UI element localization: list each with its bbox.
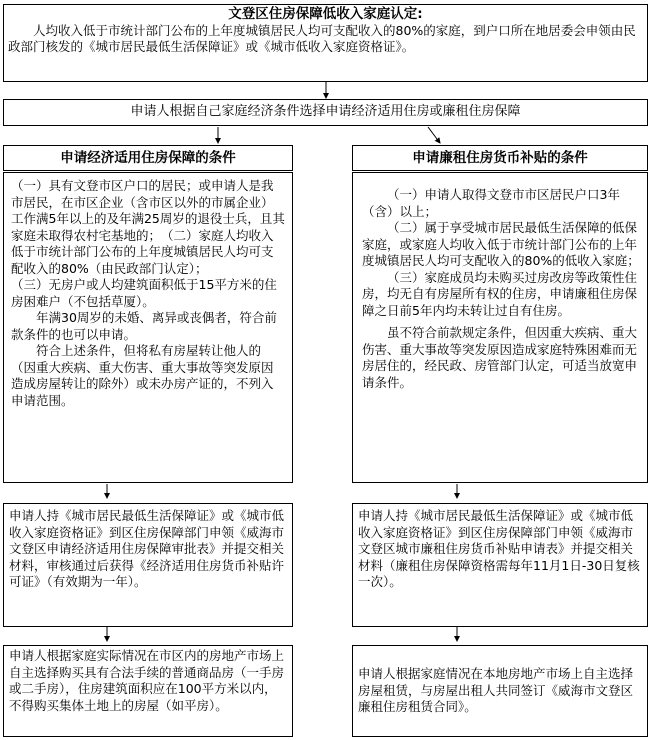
left-conditions-box [3, 172, 293, 483]
right-header: 申请廉租住房货币补贴的条件 [412, 150, 588, 166]
right-step2-text: 申请人根据家庭情况在本地房地产市场上自主选择房屋租赁，与房屋出租人共同签订《威海市文登区廉租住房租赁合同》。 [358, 666, 634, 714]
arrow-choice-to-right [428, 127, 440, 143]
right-step2-box [352, 645, 648, 737]
right-condition-2: （二）属于享受城市居民最低生活保障的低保家庭，或家庭人均收入低于市统计部门公布的上年度城镇居民人均可支配收入的80%的低收入家庭； [362, 220, 640, 268]
left-header: 申请经济适用住房保障的条件 [60, 150, 236, 166]
choice-box [3, 99, 648, 126]
right-step1-text: 申请人持《城市居民最低生活保障证》或《城市低收入家庭资格证》到区住房保障部门申领《威海市文登区城市廉租住房货币补贴申请表》并提交相关材料（廉租住房保障资格需每年11月1日-30日复核一次）。 [358, 508, 640, 589]
left-step2-box [3, 645, 293, 737]
left-step1-text: 申请人持《城市居民最低生活保障证》或《城市低收入家庭资格证》到区住房保障部门申领《威海市文登区申请经济适用住房保障审批表》并提交相关材料，审核通过后获得《经济适用住房货币补贴许可证》（有效期为一年）。 [9, 508, 285, 589]
right-condition-4: 虽不符合前款规定条件，但因重大疾病、重大伤害、重大事故等突发原因造成家庭特殊困难而无房居住的，经民政、房管部门认定，可适当放宽申请条件。 [362, 325, 638, 390]
left-condition-4: 符合上述条件，但将私有房屋转让他人的（因重大疾病、重大伤害、重大事故等突发原因造成房屋转让的除外）或未办房产证的，不列入申请范围。 [11, 343, 274, 408]
left-step2-text: 申请人根据家庭实际情况在市区内的房地产市场上自主选择购买具有合法手续的普通商品房（一手房或二手房），住房建筑面积应在100平方米以内，不得购买集体土地上的房屋（如平房）。 [9, 648, 285, 713]
left-condition-3: 年满30周岁的未婚、离异或丧偶者，符合前款条件的也可以申请。 [11, 310, 277, 342]
left-header-box [3, 145, 293, 171]
choice-text: 申请人根据自己家庭经济条件选择申请经济适用住房或廉租住房保障 [130, 104, 521, 119]
right-condition-1: （一）申请人取得文登市市区居民户口3年（含）以上； [362, 187, 620, 219]
right-conditions-box [352, 172, 648, 483]
definition-text: 人均收入低于市统计部门公布的上年度城镇居民人均可支配收入的80%的家庭，到户口所在地居委会申领由民政部门核发的《城市居民最低生活保障证》或《城市低收入家庭资格证》。 [8, 22, 636, 54]
right-header-box [352, 145, 648, 171]
left-step1-box [3, 503, 293, 627]
left-condition-2: （三）无房户或人均建筑面积低于15平方米的住房困难户（不包括草厦）。 [11, 277, 277, 309]
definition-box [3, 4, 648, 82]
left-condition-1: （一）具有文登市区户口的居民；或申请人是我市居民，在市区企业（含市区以外的市属企业）工作满5年以上的及年满25周岁的退役士兵，且其家庭未取得农村宅基地的； （二）家庭人均收入低于市统计部门公布的上年度城镇居民人均可支配收入的80%（由民政部门认定）； [11, 178, 285, 276]
right-condition-3: （三）家庭成员均未购买过房改房等政策性住房，均无自有房屋所有权的住房，申请廉租住房保障之日前5年内均未转让过自有住房。 [362, 269, 638, 318]
right-step1-box [352, 503, 648, 627]
definition-title: 文登区住房保障低收入家庭认定: [228, 6, 423, 22]
